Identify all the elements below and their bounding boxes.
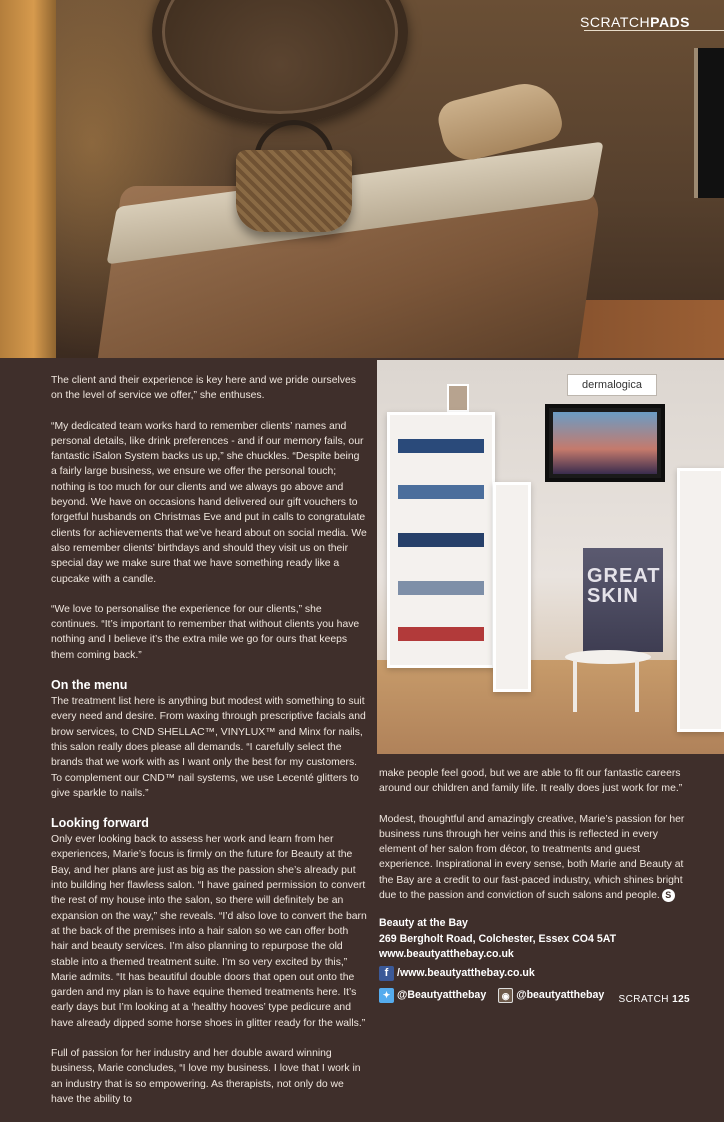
menu-heading: On the menu — [51, 678, 128, 693]
contact-block — [379, 916, 687, 1004]
final-paragraph: Full of passion for her industry and her double award winning business, Marie concludes, “I love my business. I love that I work in an industry that is so empowering. As therapists, not only do we have the ability to — [51, 1047, 361, 1105]
skin-poster: GREAT SKIN — [583, 548, 663, 652]
intro-paragraph-2: “My dedicated team works hard to remember clients’ names and personal details, like drink preferences - and if our memory fails, our fantastic iSalon System backs us up,” she chuckles. “Despite being a fairly large business, we ensure we offer the personal touch; nothing is too much for our clients and we always go above and beyond. We have on occasions hand delivered our gift vouchers to forgetful husbands on Christmas Eve and put in calls to congratulate clients for achievements that we’ve heard about on social media. We also remember clients’ birthdays and should they visit us on their special day we make sure that we have something ready like a cupcake with a candle. — [51, 420, 367, 585]
facebook-icon[interactable]: f — [379, 966, 394, 981]
business-address: 269 Bergholt Road, Colchester, Essex CO4 5AT — [379, 932, 617, 945]
brand-sign: dermalogica — [567, 374, 657, 396]
wall-tv — [545, 404, 665, 482]
salon-retail-photo — [377, 360, 724, 754]
intro-paragraph-3: “We love to personalise the experience for our clients,” she continues. “It’s important to remember that without clients you have nothing and I believe it’s the extra mile we go for ours that keeps them coming back.” — [51, 603, 360, 661]
website-link[interactable]: www.beautyatthebay.co.uk — [379, 947, 514, 960]
business-name: Beauty at the Bay — [379, 917, 468, 930]
treatment-bed — [110, 128, 630, 358]
middle-shelf — [493, 482, 531, 692]
twitter-link[interactable]: @Beautyatthebay — [397, 988, 487, 1001]
section-header: SCRATCHPADS — [580, 14, 690, 30]
lit-wall — [0, 0, 56, 358]
page-number: 125 — [672, 994, 690, 1005]
article-right-column — [379, 766, 687, 1004]
intro-paragraph-1: The client and their experience is key here and we pride ourselves on the level of service we offer,” she enthuses. — [51, 375, 356, 402]
article-left-column — [51, 373, 367, 1122]
closing-paragraph: Modest, thoughtful and amazingly creative, Marie’s passion for her business runs through her veins and this is reflected in every element of her salon from décor, to treatments and guest experience. Inspirational in every sense, both Marie and Beauty at the Bay are a credit to our fast-paced industry, which shines bright due to the passion and conviction of such salons and people. S — [379, 813, 685, 902]
header-rule — [584, 30, 724, 31]
instagram-link[interactable]: @beautyatthebay — [516, 988, 605, 1001]
left-shelf — [387, 412, 495, 668]
instagram-icon[interactable]: ◉ — [498, 988, 513, 1003]
page-footer: SCRATCH 125 — [618, 994, 690, 1005]
framed-picture — [447, 384, 469, 412]
end-mark-icon: S — [662, 889, 675, 902]
facebook-link[interactable]: /www.beautyatthebay.co.uk — [397, 966, 535, 979]
twitter-icon[interactable]: ✦ — [379, 988, 394, 1003]
wicker-basket — [236, 150, 352, 232]
forward-paragraph: Only ever looking back to assess her work and learn from her experiences, Marie’s focus is firmly on the future for Beauty at the Bay, and her plans are just as big as the passion she’s already put into building her flawless salon. “I have gained permission to convert the rest of my house into the salon, so there will definitely be an expansion on the way,” she reveals. “I’d also love to convert the barn at the back of the premises into a hair salon so we can offer both hair and beauty services. I’m also planning to repurpose the old stable into a themed treatment suite. I’m so very excited by this,” Marie admits. “It has beautiful double doors that open out onto the garden and my plan is to have equine themed treatments here. It’s early days but I’m looking at a ‘healthy hooves’ type pedicure and have already dipped some horse shoes in glitter ready for the walls.” — [51, 834, 367, 1029]
right-shelf — [677, 468, 724, 732]
menu-paragraph: The treatment list here is anything but modest with something to suit every need and desire. From waxing through prescriptive facials and brow services, to CND SHELLAC™, VINYLUX™ and Minx for nails, this salon really does please all demands. “I carefully select the brands that we work with as I want only the best for my customers. To complement our CND™ nail systems, we use Lecenté glitters to give sparkle to nails.” — [51, 696, 366, 799]
treatment-room-photo — [0, 0, 724, 358]
wall-frame — [694, 48, 724, 198]
forward-heading: Looking forward — [51, 816, 149, 831]
continuation-paragraph: make people feel good, but we are able to fit our fantastic careers around our children and family life. It really does just work for me.” — [379, 768, 683, 795]
